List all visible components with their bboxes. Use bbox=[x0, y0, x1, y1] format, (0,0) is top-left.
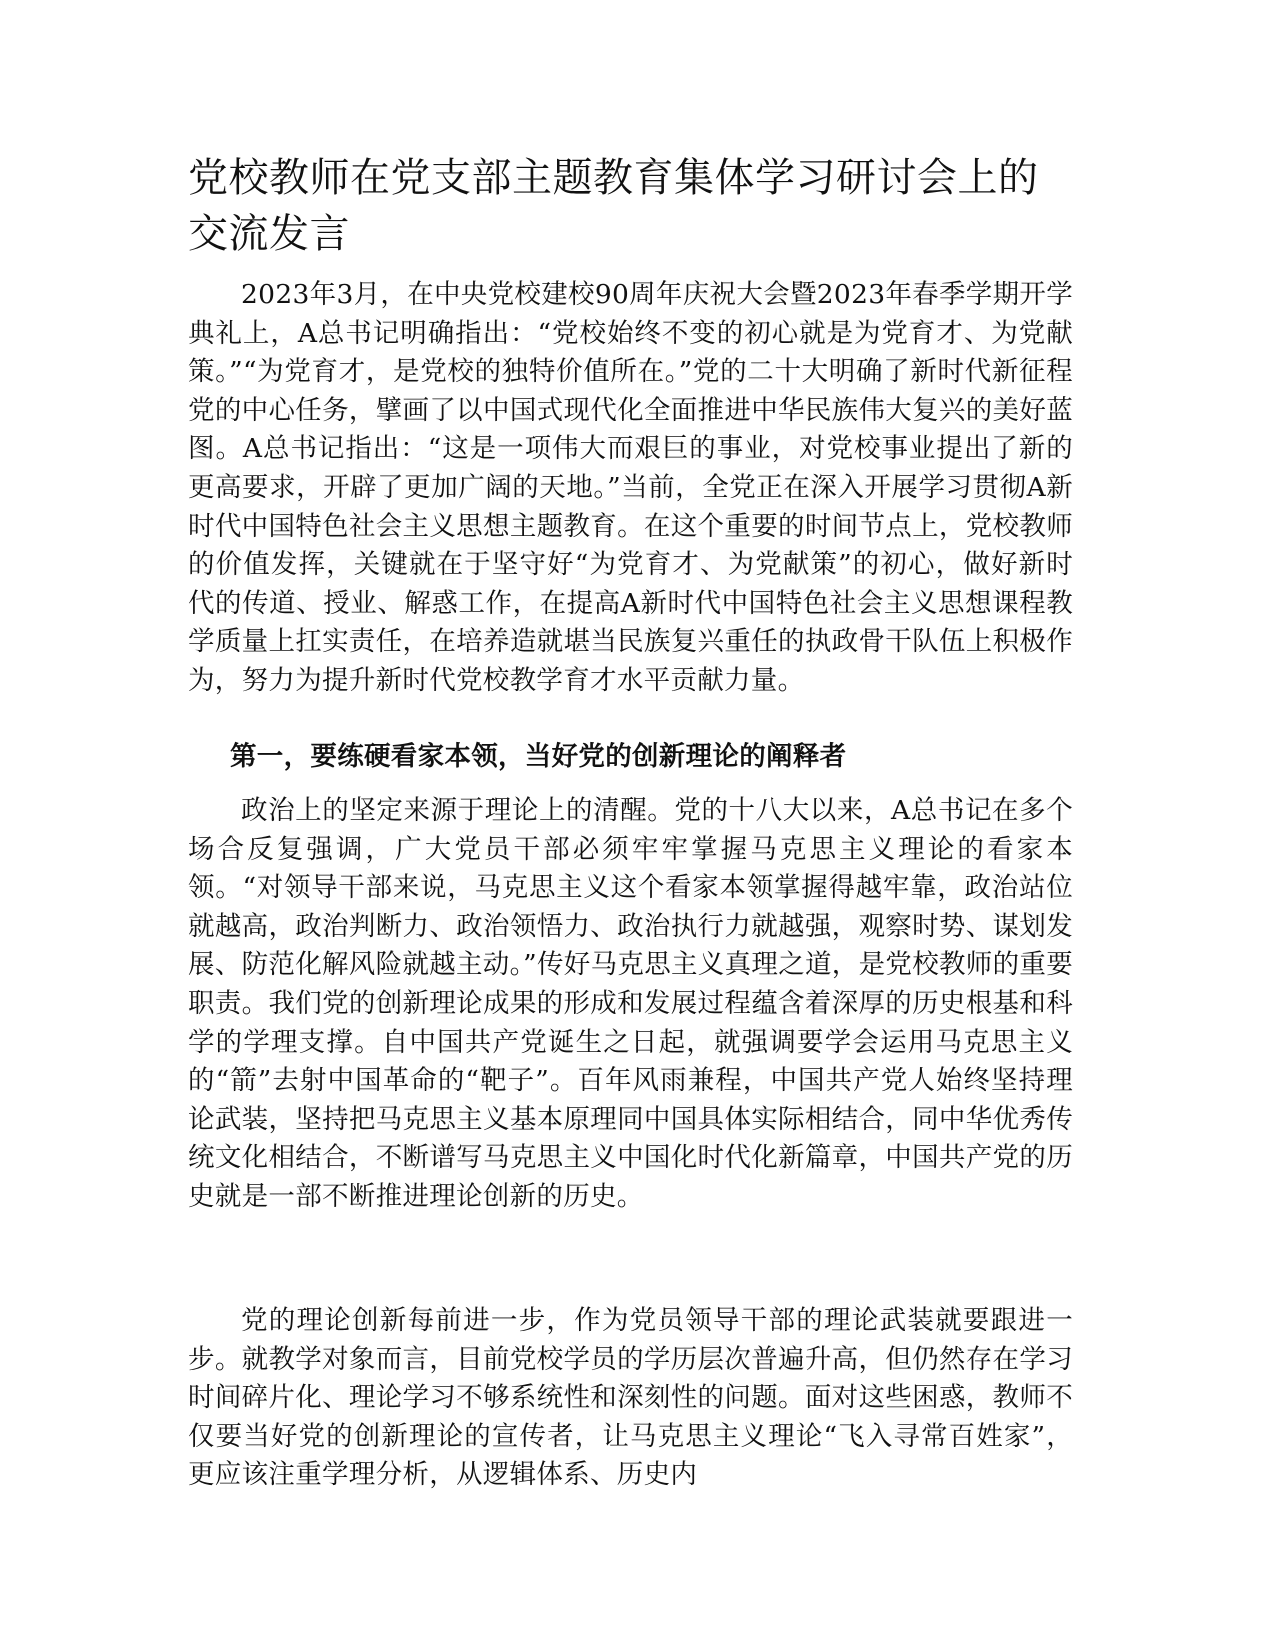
document-title: 党校教师在党支部主题教育集体学习研讨会上的交流发言 bbox=[188, 155, 1039, 257]
section-heading: 第一，要练硬看家本领，当好党的创新理论的阐释者 bbox=[230, 741, 847, 772]
intro-paragraph: 2023年3月，在中央党校建校90周年庆祝大会暨2023年春季学期开学典礼上，A总书记明确指出：“党校始终不变的初心就是为党育才、为党献策。”“为党育才，是党校的独特价值所在。”党的二十大明确了新时代新征程党的中心任务，擘画了以中国式现代化全面推进中华民族伟大复兴的美好蓝图。A总书记指出：“这是一项伟大而艰巨的事业，对党校事业提出了新的更高要求，开辟了更加广阔的天地。”当前，全党正在深入开展学习贯彻A新时代中国特色社会主义思想主题教育。在这个重要的时间节点上，党校教师的价值发挥，关键就在于坚守好“为党育才、为党献策”的初心，做好新时代的传道、授业、解惑工作，在提高A新时代中国特色社会主义思想课程教学质量上扛实责任，在培养造就堪当民族复兴重任的执政骨干队伍上积极作为，努力为提升新时代党校教学育才水平贡献力量。 bbox=[188, 279, 1073, 696]
section-paragraph-1: 政治上的坚定来源于理论上的清醒。党的十八大以来，A总书记在多个场合反复强调，广大党员干部必须牢牢掌握马克思主义理论的看家本领。“对领导干部来说，马克思主义这个看家本领掌握得越牢靠，政治站位就越高，政治判断力、政治领悟力、政治执行力就越强，观察时势、谋划发展、防范化解风险就越主动。”传好马克思主义真理之道，是党校教师的重要职责。我们党的创新理论成果的形成和发展过程蕴含着深厚的历史根基和科学的学理支撑。自中国共产党诞生之日起，就强调要学会运用马克思主义的“箭”去射中国革命的“靶子”。百年风雨兼程，中国共产党人始终坚持理论武装，坚持把马克思主义基本原理同中国具体实际相结合，同中华优秀传统文化相结合，不断谱写马克思主义中国化时代化新篇章，中国共产党的历史就是一部不断推进理论创新的历史。 bbox=[188, 795, 1073, 1212]
section-paragraph-2: 党的理论创新每前进一步，作为党员领导干部的理论武装就要跟进一步。就教学对象而言，目前党校学员的学历层次普遍升高，但仍然存在学习时间碎片化、理论学习不够系统性和深刻性的问题。面对这些困惑，教师不仅要当好党的创新理论的宣传者，让马克思主义理论“飞入寻常百姓家”，更应该注重学理分析，从逻辑体系、历史内 bbox=[188, 1305, 1073, 1491]
